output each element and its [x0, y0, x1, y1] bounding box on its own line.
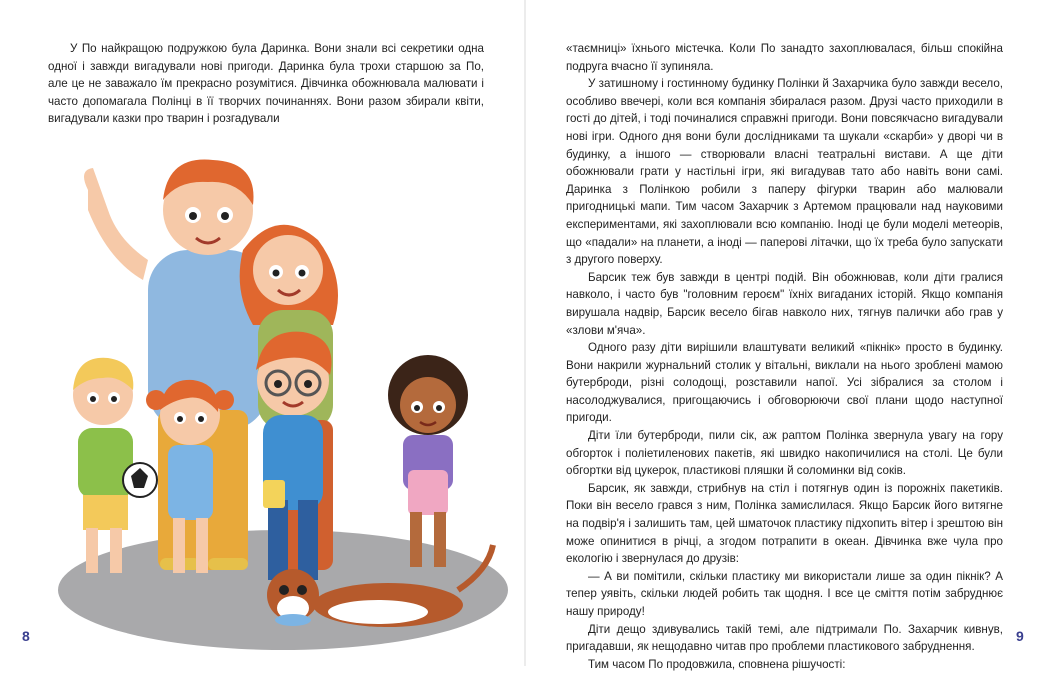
right-paragraph: Тим часом По продовжила, сповнена рішучості: [588, 657, 846, 671]
curly-hair-girl-figure [388, 355, 468, 567]
right-paragraph: Барсик, як завжди, стрибнув на стіл і потягнув один із порожніх пакетиків. Поки він весело грався з ним, Полінка замислилася. Якщо Барсик його витягне на подвір'я і залишить там, цей шматочок пластику підхопить вітер і зрештою він може опинитися в річці, а згодом потрапити в океан. Дівчинка вже чула про екологію і звернулася до друзів: [566, 481, 1003, 566]
right-paragraph: Барсик теж був завжди в центрі подій. Він обожнював, коли діти гралися навколо, і часто був "головним героєм" їхніх вигаданих історій. Якщо компанія вирушала надвір, Барсик весело бігав навколо них, тягнув палички або грав у «злови м'яча». [566, 270, 1003, 337]
right-paragraph: Діти дещо здивувались такій темі, але підтримали По. Захарчик кивнув, пригадавши, як нещодавно читав про проблеми пластикового забруднення. [566, 622, 1003, 654]
blond-boy-figure [73, 358, 157, 573]
book-gutter [524, 0, 526, 666]
page-number-left: 8 [22, 628, 30, 644]
page-number-right: 9 [1016, 628, 1024, 644]
right-paragraph: Одного разу діти вирішили влаштувати великий «пікнік» просто в будинку. Вони накрили журнальний столик у вітальні, виклали на нього зроблені мамою бутерброди, різні солодощі, розставили напої. Усі зібралися за столом і насолоджувалися, пригощаючись і обговорюючи свої плани щодо наступної пригоди. [566, 341, 1003, 425]
left-page-text [48, 40, 484, 128]
left-paragraph: У По найкращою подружкою була Даринка. Вони знали всі секретики одна одної і завжди вигадували нові пригоди. Даринка була трохи старшою за По, але це не заважало їм прекрасно розумітися. Дівчинка обожнювала малювати і часто допомагала Полінці в її творчих починаннях. Вони разом збирали квіти, вигадували казки про тварин і розгадували [48, 42, 484, 126]
family-illustration [48, 150, 518, 650]
right-page-text [566, 40, 1003, 673]
right-paragraph: Діти їли бутерброди, пили сік, аж раптом Полінка звернула увагу на гору обгорток і поліетиленових пакетів, які швидко накопичилися на столі. Це були обгортки від цукерок, пластикові пляшки й соломинки від соків. [566, 429, 1003, 478]
right-paragraph: У затишному і гостинному будинку Полінки й Захарчика було завжди весело, особливо ввечері, коли вся компанія збиралася разом. Друзі часто приходили в гості до дітей, і тоді починалися справжні пригоди. Вони повсякчасно вигадували нові ігри. Одного дня вони були дослідниками та шукали «скарби» у дворі чи в будинку, а іншого — створювали власні театральні вистави. А ще діти обожнювали грати у настільні ігри, які вигадував тато або навіть вони самі. Даринка з Полінкою робили з паперу фігурки тварин або малювали пригодницькі мапи. Тим часом Захарчик з Артемом працювали над науковими експериментами, які захоплювали всю компанію. Іноді це були моделі метеорів, що «падали» на планети, а іноді — паперові літачки, що їх треба було запускати з другого поверху. [566, 77, 1003, 267]
dialogue-line: — А ви помітили, скільки пластику ми використали лише за один пікнік? А тепер уявіть, скільки людей робить так щодня. І все це сміття потім забруднює нашу природу! [566, 569, 1003, 618]
right-paragraph: «таємниці» їхнього містечка. Коли По занадто захоплювалася, більш спокійна подруга вчасно її зупиняла. [566, 42, 1003, 73]
